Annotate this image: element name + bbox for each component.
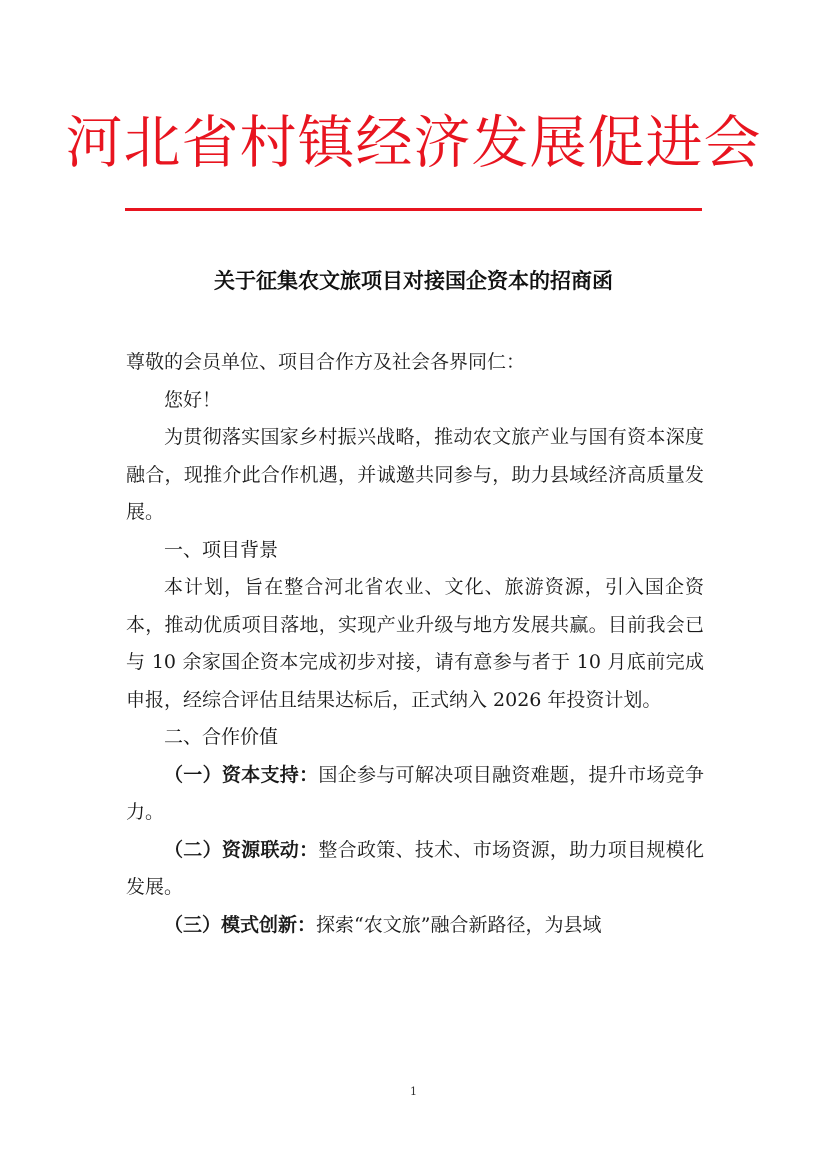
section-heading-value: 二、合作价值 bbox=[164, 726, 279, 748]
background-paragraph: 本计划，旨在整合河北省农业、文化、旅游资源，引入国企资本，推动优质项目落地，实现产业升级与地方发展共赢。目前我会已与 10 余家国企资本完成初步对接，请有意参与者于 10 月底前完成申报，经综合评估且结果达标后，正式纳入 2026 年投资计划。 bbox=[126, 576, 704, 711]
value-item-lead: （二）资源联动： bbox=[164, 838, 319, 861]
letter-body bbox=[126, 344, 704, 944]
value-item-text: 探索“农文旅”融合新路径，为县域 bbox=[316, 913, 602, 936]
value-item-lead: （一）资本支持： bbox=[164, 763, 319, 786]
value-item-text: 国企参与可解决项目融资难题，提升市场竞争力。 bbox=[126, 763, 704, 823]
page-number: 1 bbox=[410, 1085, 417, 1098]
salutation: 尊敬的会员单位、项目合作方及社会各界同仁： bbox=[126, 351, 526, 373]
letterhead-org-name: 河北省村镇经济发展促进会 bbox=[65, 110, 762, 176]
section-heading-background: 一、项目背景 bbox=[164, 538, 279, 561]
value-item-innovation bbox=[126, 907, 704, 945]
greeting: 您好！ bbox=[164, 388, 222, 411]
value-item-resources bbox=[126, 832, 704, 907]
value-item-lead: （三）模式创新： bbox=[164, 913, 317, 936]
value-item-capital bbox=[126, 757, 704, 832]
letterhead-red-rule bbox=[125, 208, 702, 211]
intro-paragraph: 为贯彻落实国家乡村振兴战略，推动农文旅产业与国有资本深度融合，现推介此合作机遇，并诚邀共同参与，助力县域经济高质量发展。 bbox=[126, 426, 704, 523]
value-item-text: 整合政策、技术、市场资源，助力项目规模化发展。 bbox=[126, 838, 704, 898]
document-title: 关于征集农文旅项目对接国企资本的招商函 bbox=[214, 268, 613, 293]
